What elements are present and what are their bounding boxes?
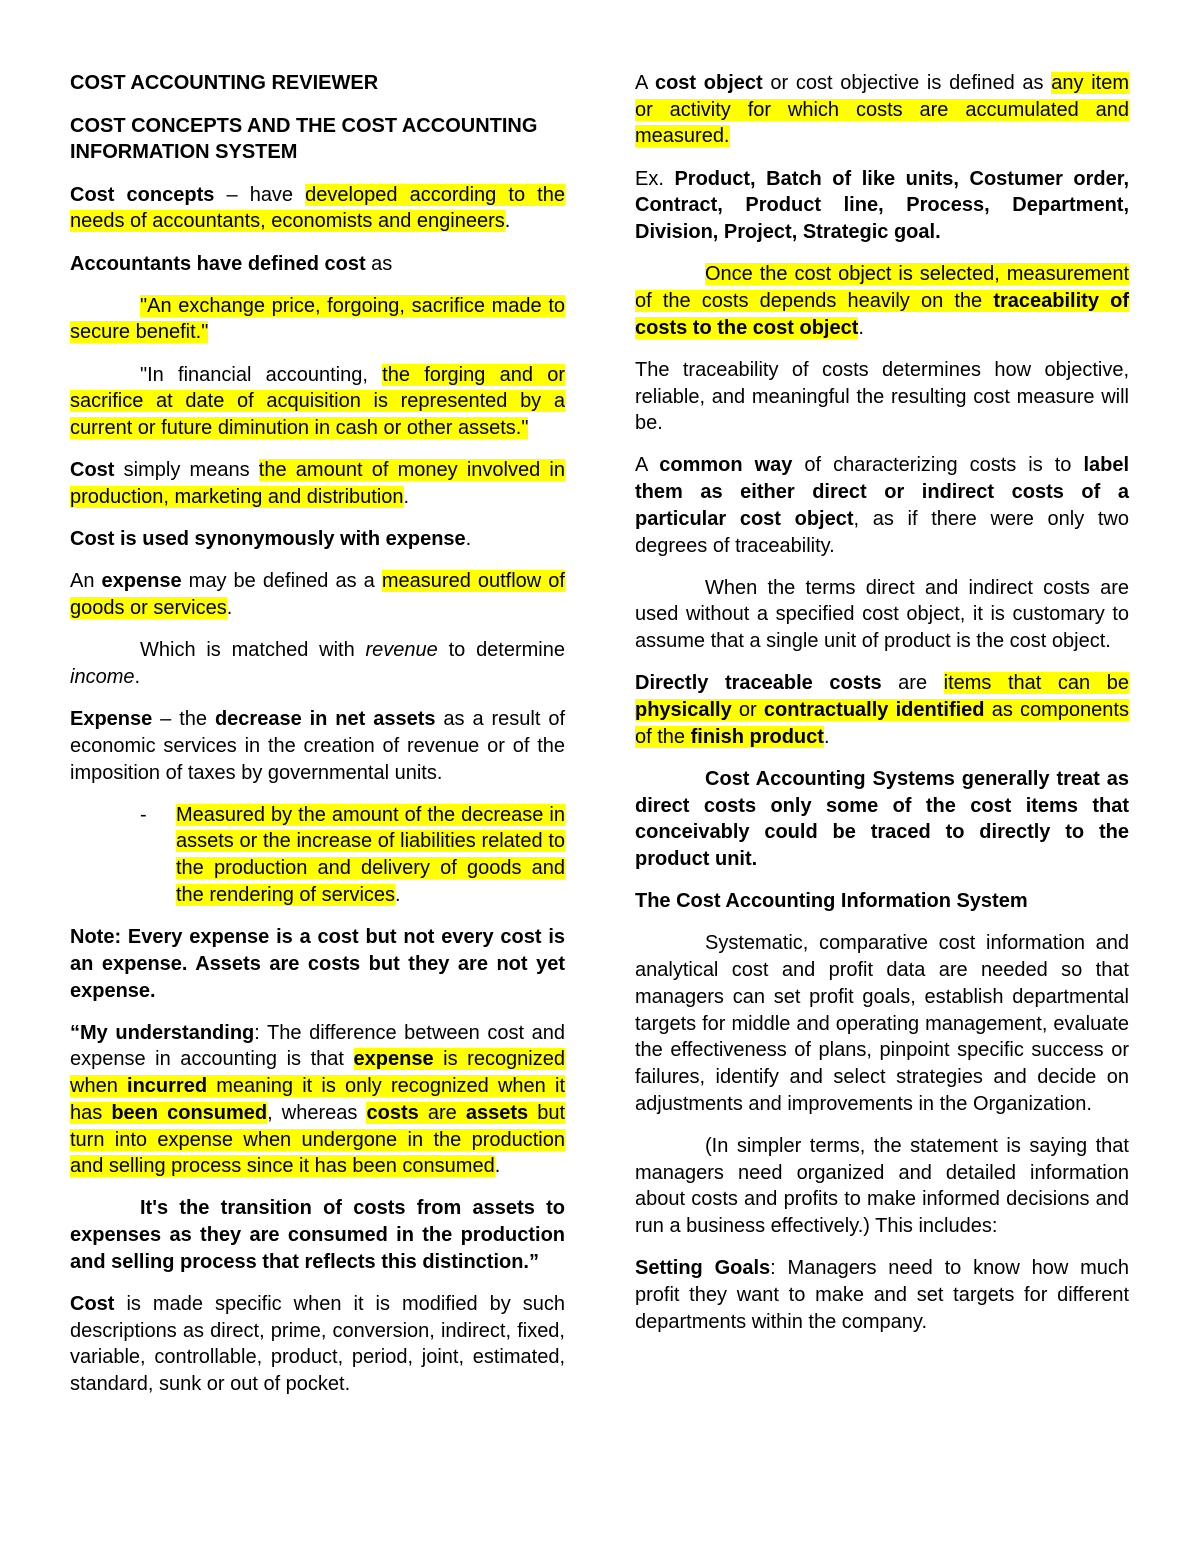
left-column [70, 70, 565, 1413]
section-title: COST CONCEPTS AND THE COST ACCOUNTING INFORMATION SYSTEM [70, 114, 538, 164]
paragraph-expense-decrease: Expense – the decrease in net assets as a result of economic services in the creation of revenue or of the imposition of taxes by governmental units. [70, 708, 565, 784]
paragraph-directly-traceable: Directly traceable costs are items that can be physically or contractually identified as components of the finish product. [635, 672, 1129, 748]
bullet-text: Measured by the amount of the decrease in assets or the increase of liabilities related to the production and delivery of goods and the rendering of services. [176, 803, 565, 906]
paragraph-systematic: Systematic, comparative cost information and analytical cost and profit data are needed so that managers can set profit goals, establish departmental targets for middle and operating management, evaluate the effectiveness of plans, pinpoint specific success or failures, identify and select strategies and decide on adjustments and improvements in the Organization. [635, 932, 1129, 1115]
quote-financial-accounting: "In financial accounting, the forging and or sacrifice at date of acquisition is represented by a current or future diminution in cash or other assets." [70, 363, 565, 440]
bullet-dash: - [140, 803, 147, 826]
paragraph-synonymous: Cost is used synonymously with expense. [70, 528, 472, 551]
paragraph-simpler-terms: (In simpler terms, the statement is saying that managers need organized and detailed information about costs and profits to make informed decisions and run a business effectively.) This includes: [635, 1134, 1129, 1238]
paragraph-transition: It's the transition of costs from assets to expenses as they are consumed in the production and selling process that reflects this distinction.” [70, 1197, 565, 1273]
bullet-measured [70, 802, 565, 909]
paragraph-common-way: A common way of characterizing costs is to label them as either direct or indirect costs of a particular cost object, as if there were only two degrees of traceability. [635, 454, 1130, 557]
paragraph-accountants: Accountants have defined cost as [70, 252, 393, 275]
quote-exchange-price: "An exchange price, forgoing, sacrifice made to secure benefit." [70, 294, 565, 344]
paragraph-expense-defined: An expense may be defined as a measured outflow of goods or services. [70, 570, 565, 620]
paragraph-systems-treat: Cost Accounting Systems generally treat as direct costs only some of the cost items that conceivably could be traced to directly to the product unit. [635, 767, 1129, 871]
document-title: COST ACCOUNTING REVIEWER [70, 72, 379, 94]
paragraph-cost-specific: Cost is made specific when it is modified by such descriptions as direct, prime, conversion, indirect, fixed, variable, controllable, product, period, joint, estimated, standard, sunk or out of pocket. [70, 1293, 565, 1396]
paragraph-cost-means: Cost simply means the amount of money involved in production, marketing and distribution. [70, 459, 565, 508]
heading-information-system: The Cost Accounting Information System [635, 890, 1028, 913]
paragraph-matched-revenue: Which is matched with revenue to determine income. [70, 639, 565, 688]
right-column [635, 70, 1129, 1351]
paragraph-setting-goals: Setting Goals: Managers need to know how much profit they want to make and set targets for different departments within the company. [635, 1257, 1130, 1333]
paragraph-direct-indirect: When the terms direct and indirect costs are used without a specified cost object, it is customary to assume that a single unit of product is the cost object. [635, 576, 1129, 653]
paragraph-cost-object: A cost object or cost objective is defined as any item or activity for which costs are accumulated and measured. [635, 72, 1129, 148]
paragraph-traceability: The traceability of costs determines how objective, reliable, and meaningful the resulting cost measure will be. [635, 358, 1129, 435]
paragraph-cost-concepts: Cost concepts – have developed according to the needs of accountants, economists and engineers. [70, 183, 565, 233]
paragraph-examples: Ex. Product, Batch of like units, Costumer order, Contract, Product line, Process, Department, Division, Project, Strategic goal. [635, 167, 1130, 244]
paragraph-once-selected: Once the cost object is selected, measurement of the costs depends heavily on the traceability of costs to the cost object. [635, 263, 1129, 339]
paragraph-my-understanding: “My understanding: The difference between cost and expense in accounting is that expense is recognized when incurred meaning it is only recognized when it has been consumed, whereas costs are assets but turn into expense when undergone in the production and selling process since it has been consumed. [70, 1021, 566, 1178]
paragraph-note: Note: Every expense is a cost but not every cost is an expense. Assets are costs but they are not yet expense. [70, 926, 565, 1002]
